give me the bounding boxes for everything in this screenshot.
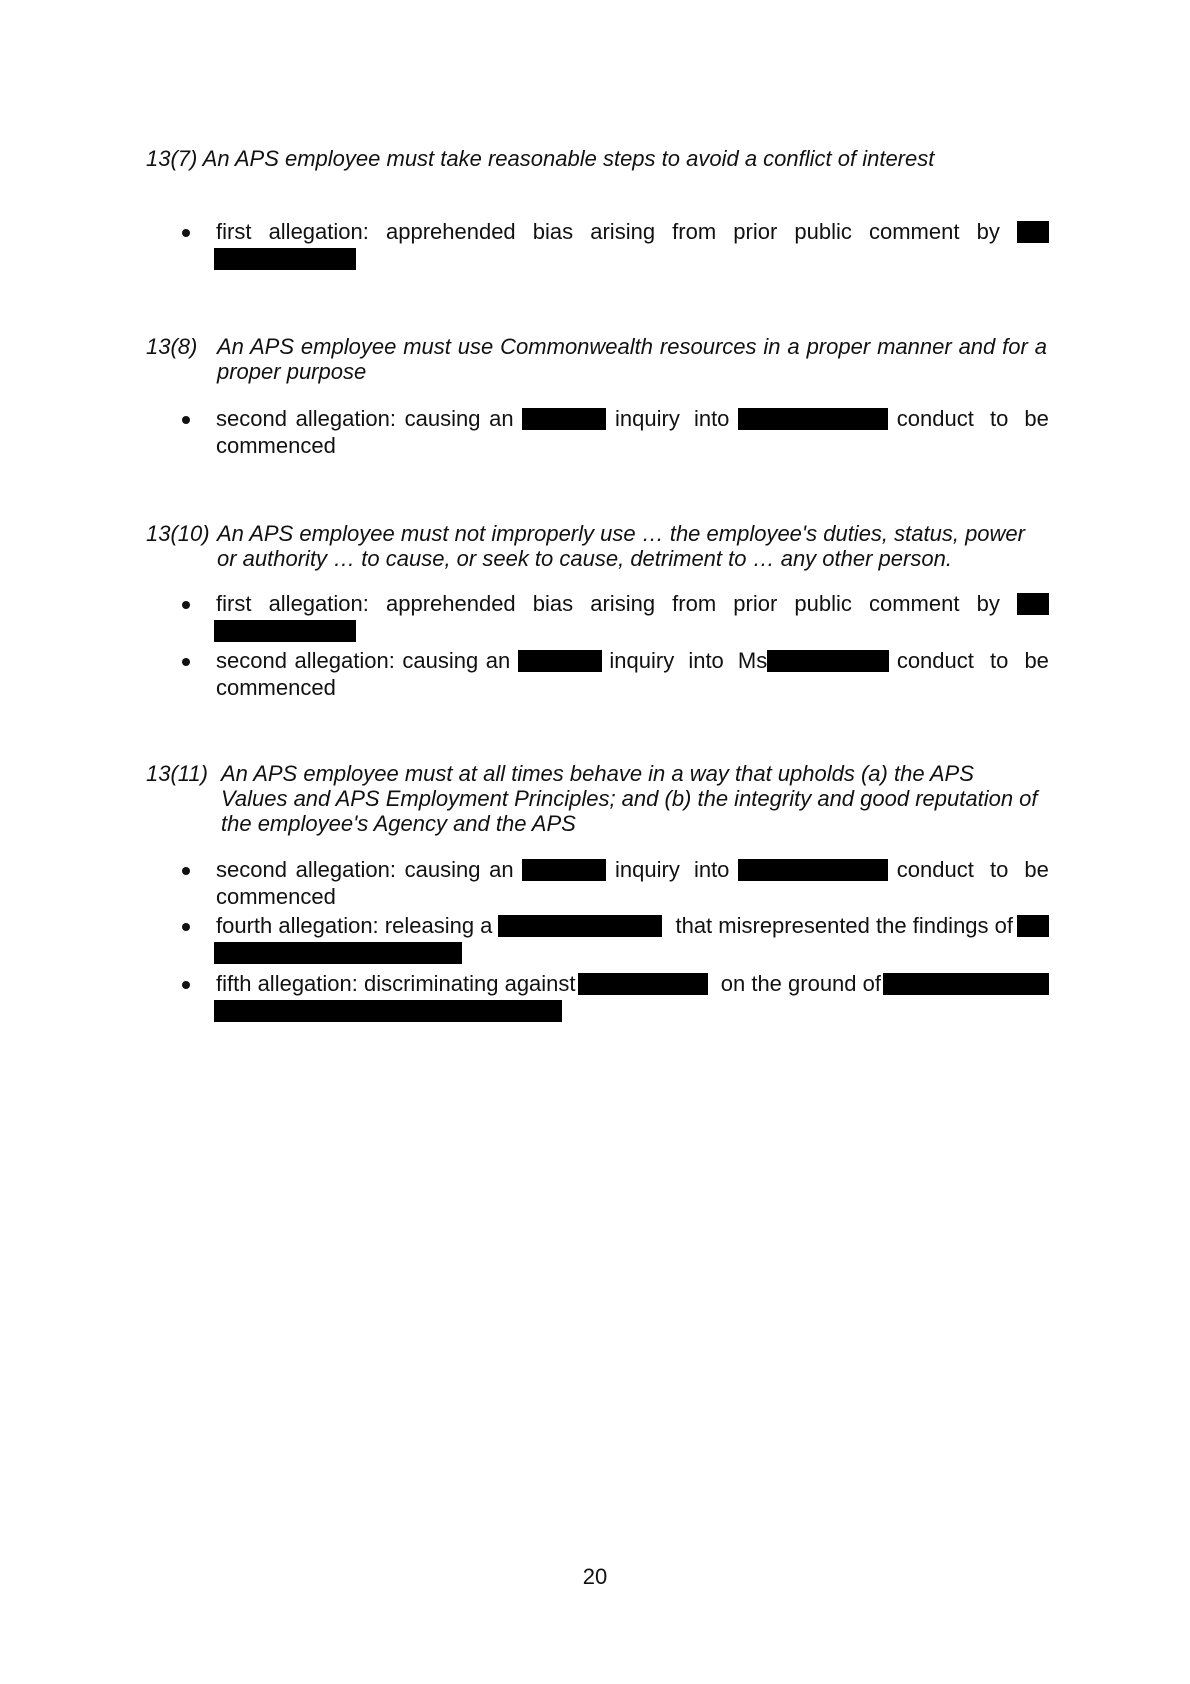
page-number: 20	[582, 1564, 608, 1589]
clause-heading-text: 13(7) An APS employee must take reasonable steps to avoid a conflict of interest	[146, 146, 935, 171]
redaction-block	[883, 973, 1049, 995]
redaction-block	[498, 915, 662, 937]
clause-heading-13-11	[146, 761, 1038, 836]
redaction-block	[214, 1000, 562, 1022]
redaction-block	[518, 650, 602, 672]
redaction-block	[738, 859, 888, 881]
redaction-block	[1017, 221, 1049, 243]
redaction-block	[214, 942, 462, 964]
clause-number: 13(8)	[146, 334, 198, 359]
redaction-block	[214, 620, 356, 642]
redaction-block	[522, 859, 606, 881]
clause-heading-13-7	[146, 146, 934, 171]
clause-text: An APS employee must at all times behave in a way that upholds (a) the APS Values and APS Employment Principles; and (b) the integrity and good reputation of the employee's Agency and the APS	[221, 761, 1038, 836]
list-item: second allegation: causing an inquiry into Ms conduct to be commenced	[216, 648, 1049, 700]
redaction-block	[214, 248, 356, 270]
clause-heading-13-10	[146, 521, 1025, 571]
list-item: second allegation: causing an inquiry into conduct to be commenced	[216, 406, 1049, 458]
clause-heading-13-8	[146, 334, 1047, 384]
clause-number: 13(11)	[146, 761, 208, 786]
redaction-block	[738, 408, 888, 430]
redaction-block	[1017, 593, 1049, 615]
redaction-block	[767, 650, 889, 672]
list-item: first allegation: apprehended bias arising from prior public comment by	[216, 590, 1049, 644]
list-item: fourth allegation: releasing a that misrepresented the findings of	[216, 912, 1049, 966]
clause-number: 13(10)	[146, 521, 210, 546]
redaction-block	[1017, 915, 1049, 937]
redaction-block	[578, 973, 708, 995]
redaction-block	[522, 408, 606, 430]
list-item: fifth allegation: discriminating against on the ground of	[216, 970, 1049, 1024]
list-item: first allegation: apprehended bias arising from prior public comment by	[216, 218, 1049, 272]
clause-text: An APS employee must not improperly use … the employee's duties, status, power or authority … to cause, or seek to cause, detriment to … any other person.	[217, 521, 1025, 571]
list-item: second allegation: causing an inquiry into conduct to be commenced	[216, 857, 1049, 909]
clause-text: An APS employee must use Commonwealth resources in a proper manner and for a proper purpose	[217, 334, 1047, 384]
